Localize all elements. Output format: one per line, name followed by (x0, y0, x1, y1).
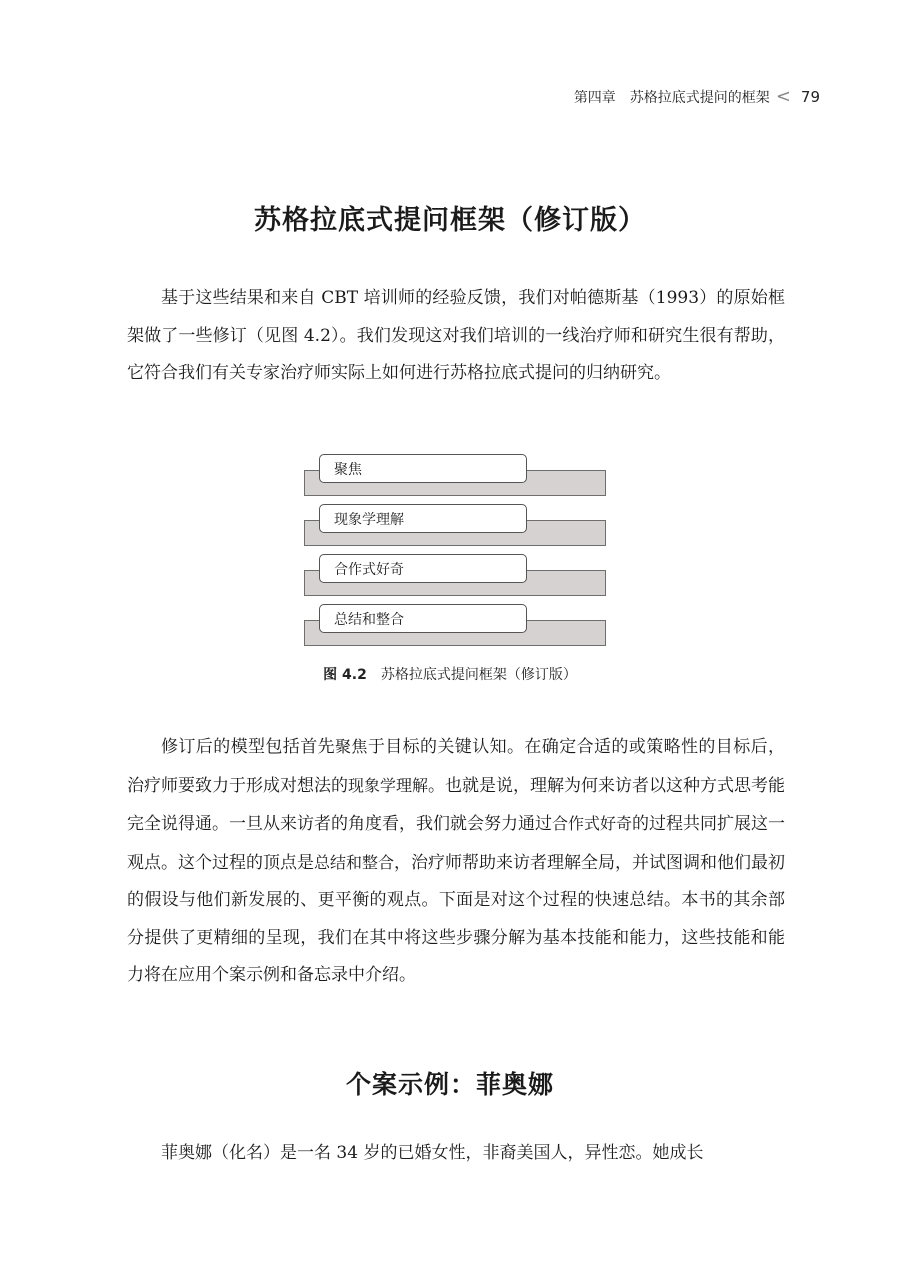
key-term: 现象学理解 (348, 775, 429, 795)
chapter-title: 苏格拉底式提问的框架 (629, 90, 770, 106)
framework-figure (304, 452, 606, 652)
figure-step-phenomenological-understanding: 现象学理解 (319, 504, 527, 533)
key-term: 合作式好奇 (552, 814, 633, 833)
key-term: 聚焦 (335, 737, 368, 756)
text-run: ，治疗师帮助来访者理解全局，并试图调和他们最初的假设与他们新发展的、更平衡的观点。下面是对这个过程的快速总结。本书的其余部分提供了更精细的呈现，我们在其中将这些步骤分解为基本技能和能力，这些技能和能力将在应用个案示例和备忘录中介绍。 (127, 852, 786, 985)
text-run: 修订后的模型包括首先 (161, 737, 335, 757)
text-run: 。也就是说，理解为何来访者以这种方式思考能完全说得通。一旦从来访者的角度看，我们就会努力通过 (127, 775, 786, 834)
key-term: 总结和整合 (314, 852, 395, 872)
figure-step-collaborative-curiosity: 合作式好奇 (319, 554, 527, 583)
figure-caption-text: 苏格拉底式提问框架（修订版） (380, 667, 577, 683)
chevron-left-icon: < (775, 86, 791, 107)
text-run: 于目标的关键认知。在确定合适的或策略性的目标后，治疗师要致力于形成对想法的 (127, 737, 786, 796)
intro-paragraph: 基于这些结果和来自 CBT 培训师的经验反馈，我们对帕德斯基（1993）的原始框架做了一些修订（见图 4.2）。我们发现这对我们培训的一线治疗师和研究生很有帮助，它符合我们有关专家治疗师实际上如何进行苏格拉底式提问的归纳研究。 (127, 288, 785, 383)
section-title: 苏格拉底式提问框架（修订版） (254, 205, 646, 236)
figure-step-focus: 聚焦 (319, 454, 527, 483)
chapter-label: 第四章 (573, 90, 616, 106)
figure-caption (0, 664, 900, 684)
case-example-title: 个案示例：菲奥娜 (345, 1070, 554, 1099)
figure-step-summary-synthesis: 总结和整合 (319, 604, 527, 633)
figure-number: 图 4.2 (323, 667, 367, 683)
case-paragraph: 菲奥娜（化名）是一名 34 岁的已婚女性，非裔美国人，异性恋。她成长 (161, 1143, 704, 1163)
page-number: 79 (800, 88, 820, 106)
running-header (574, 86, 820, 108)
model-paragraph (127, 728, 785, 995)
text-run: 的过程共同扩展这一观点。这个过程的顶点是 (127, 814, 786, 873)
